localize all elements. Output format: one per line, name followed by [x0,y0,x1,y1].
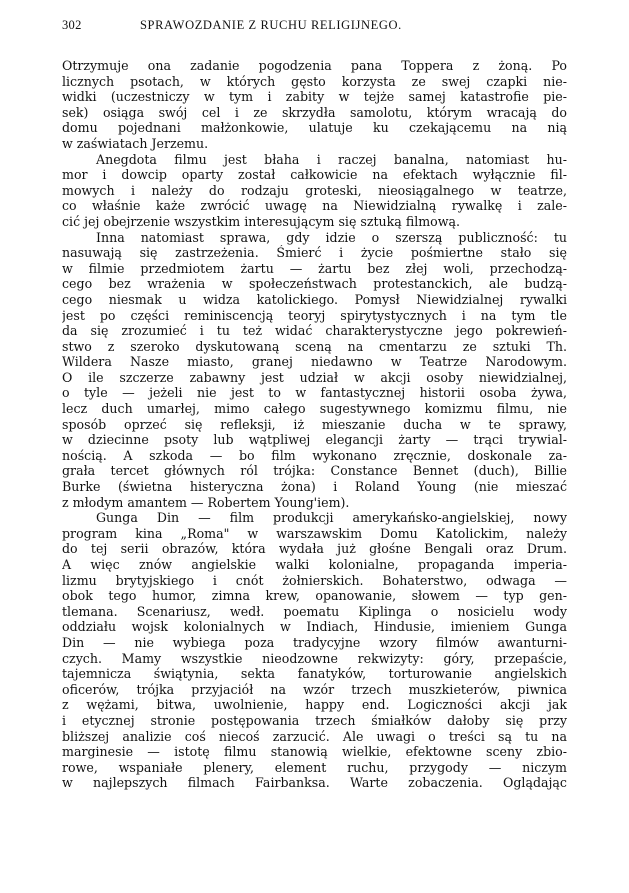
text-line: Wildera Nasze miasto, granej niedawno w Teatrze Narodowym. [62,354,567,370]
text-line: stwo z szeroko dyskutowaną sceną na cmentarzu ze sztuki Th. [62,338,567,354]
body-text [62,58,567,791]
text-line: bliższej analizie coś niecoś zarzucić. Ale uwagi o treści są tu na [62,728,567,744]
text-line: w najlepszych filmach Fairbanksa. Warte zobaczenia. Oglądając [62,775,567,791]
text-line: cić jej obejrzenie wszystkim interesującym się sztuką filmową. [62,213,461,229]
text-line: lizmu brytyjskiego i cnót żołnierskich. Bohaterstwo, odwaga — [62,572,567,588]
text-line: mor i dowcip oparty został całkowicie na efektach wyłącznie fil- [62,167,567,183]
text-line: z młodym amantem — Robertem Young'iem). [62,494,350,510]
text-line: z wężami, bitwa, uwolnienie, happy end. Logiczności akcji jak [62,697,567,713]
document-page [62,0,567,893]
text-line: jest po części reminiscencją teoryj spirytystycznych i na tym tle [62,307,567,323]
text-line: tajemnicza świątynia, sekta fanatyków, torturowanie angielskich [62,666,567,682]
text-line: cego niesmak u widza katolickiego. Pomysł Niewidzialnej rywalki [62,291,567,307]
text-line: Gunga Din — film produkcji amerykańsko-angielskiej, nowy [96,510,567,526]
text-line: do tej serii obrazów, która wydała już głośne Bengali oraz Drum. [62,541,567,557]
text-line: w dziecinne psoty lub wątpliwej elegancji żarty — trąci trywial- [62,432,567,448]
text-line: O ile szczerze zabawny jest udział w akcji osoby niewidzialnej, [62,369,567,385]
running-title: SPRAWOZDANIE Z RUCHU RELIGIJNEGO. [140,18,402,32]
text-line: widki (uczestniczy w tym i zabity w tejże samej katastrofie pie- [62,89,567,105]
page-number: 302 [62,18,82,32]
text-line: Anegdota filmu jest błaha i raczej banalna, natomiast hu- [96,151,567,167]
text-line: rowe, wspaniałe plenery, element ruchu, przygody — niczym [62,759,567,775]
text-line: w zaświatach Jerzemu. [62,135,209,151]
text-line: sek) osiąga swój cel i ze skrzydła samolotu, którym wracają do [62,104,567,120]
text-line: co właśnie każe zwrócić uwagę na Niewidzialną rywalkę i zale- [62,198,567,214]
page-header [62,18,567,38]
text-line: domu pojednani małżonkowie, ulatuje ku czekającemu na nią [62,120,567,136]
text-line: grała tercet głównych ról trójka: Constance Bennet (duch), Billie [62,463,567,479]
text-line: oddziału wojsk kolonialnych w Indiach, Hindusie, imieniem Gunga [62,619,567,635]
text-line: Din — nie wybiega poza tradycyjne wzory filmów awanturni- [62,634,567,650]
text-line: da się zrozumieć i tu też widać charakterystyczne jego pokrewień- [62,323,567,339]
text-line: cego bez wrażenia w społeczeństwach protestanckich, ale budzą- [62,276,567,292]
text-line: lecz duch umarłej, mimo całego sugestywnego komizmu filmu, nie [62,401,567,417]
text-line: Burke (świetna histeryczna żona) i Roland Young (nie mieszać [62,479,567,495]
text-line: oficerów, trójka przyjaciół na wzór trzech muszkieterów, piwnica [62,681,567,697]
text-line: sposób oprzeć się refleksji, iż mieszanie ducha w te sprawy, [62,416,567,432]
text-line: i etycznej stronie postępowania trzech śmiałków dałoby się przy [62,712,567,728]
text-line: licznych psotach, w których gęsto korzysta ze swej czapki nie- [62,73,567,89]
text-line: marginesie — istotę filmu stanowią wielkie, efektowne sceny zbio- [62,744,567,760]
text-line: nością. A szkoda — bo film wykonano zręcznie, doskonale za- [62,447,567,463]
text-line: w filmie przedmiotem żartu — żartu bez złej woli, przechodzą- [62,260,567,276]
text-line: Inna natomiast sprawa, gdy idzie o szerszą publiczność: tu [96,229,567,245]
text-line: A więc znów angielskie walki kolonialne, propaganda imperia- [62,557,567,572]
text-line: program kina „Roma" w warszawskim Domu Katolickim, należy [62,525,567,541]
text-line: tlemana. Scenariusz, wedł. poematu Kiplinga o nosicielu wody [62,603,567,619]
text-line: nasuwają się zastrzeżenia. Śmierć i życie pośmiertne stało się [62,245,567,261]
text-line: obok tego humor, zimna krew, opanowanie, słowem — typ gen- [62,588,567,604]
text-line: Otrzymuje ona zadanie pogodzenia pana Toppera z żoną. Po [62,58,567,73]
text-line: mowych i należy do rodzaju groteski, nieosiągalnego w teatrze, [62,182,567,198]
text-line: czych. Mamy wszystkie nieodzowne rekwizyty: góry, przepaście, [62,650,567,666]
text-line: o tyle — jeżeli nie jest to w fantastycznej historii osoba żywa, [62,385,567,401]
